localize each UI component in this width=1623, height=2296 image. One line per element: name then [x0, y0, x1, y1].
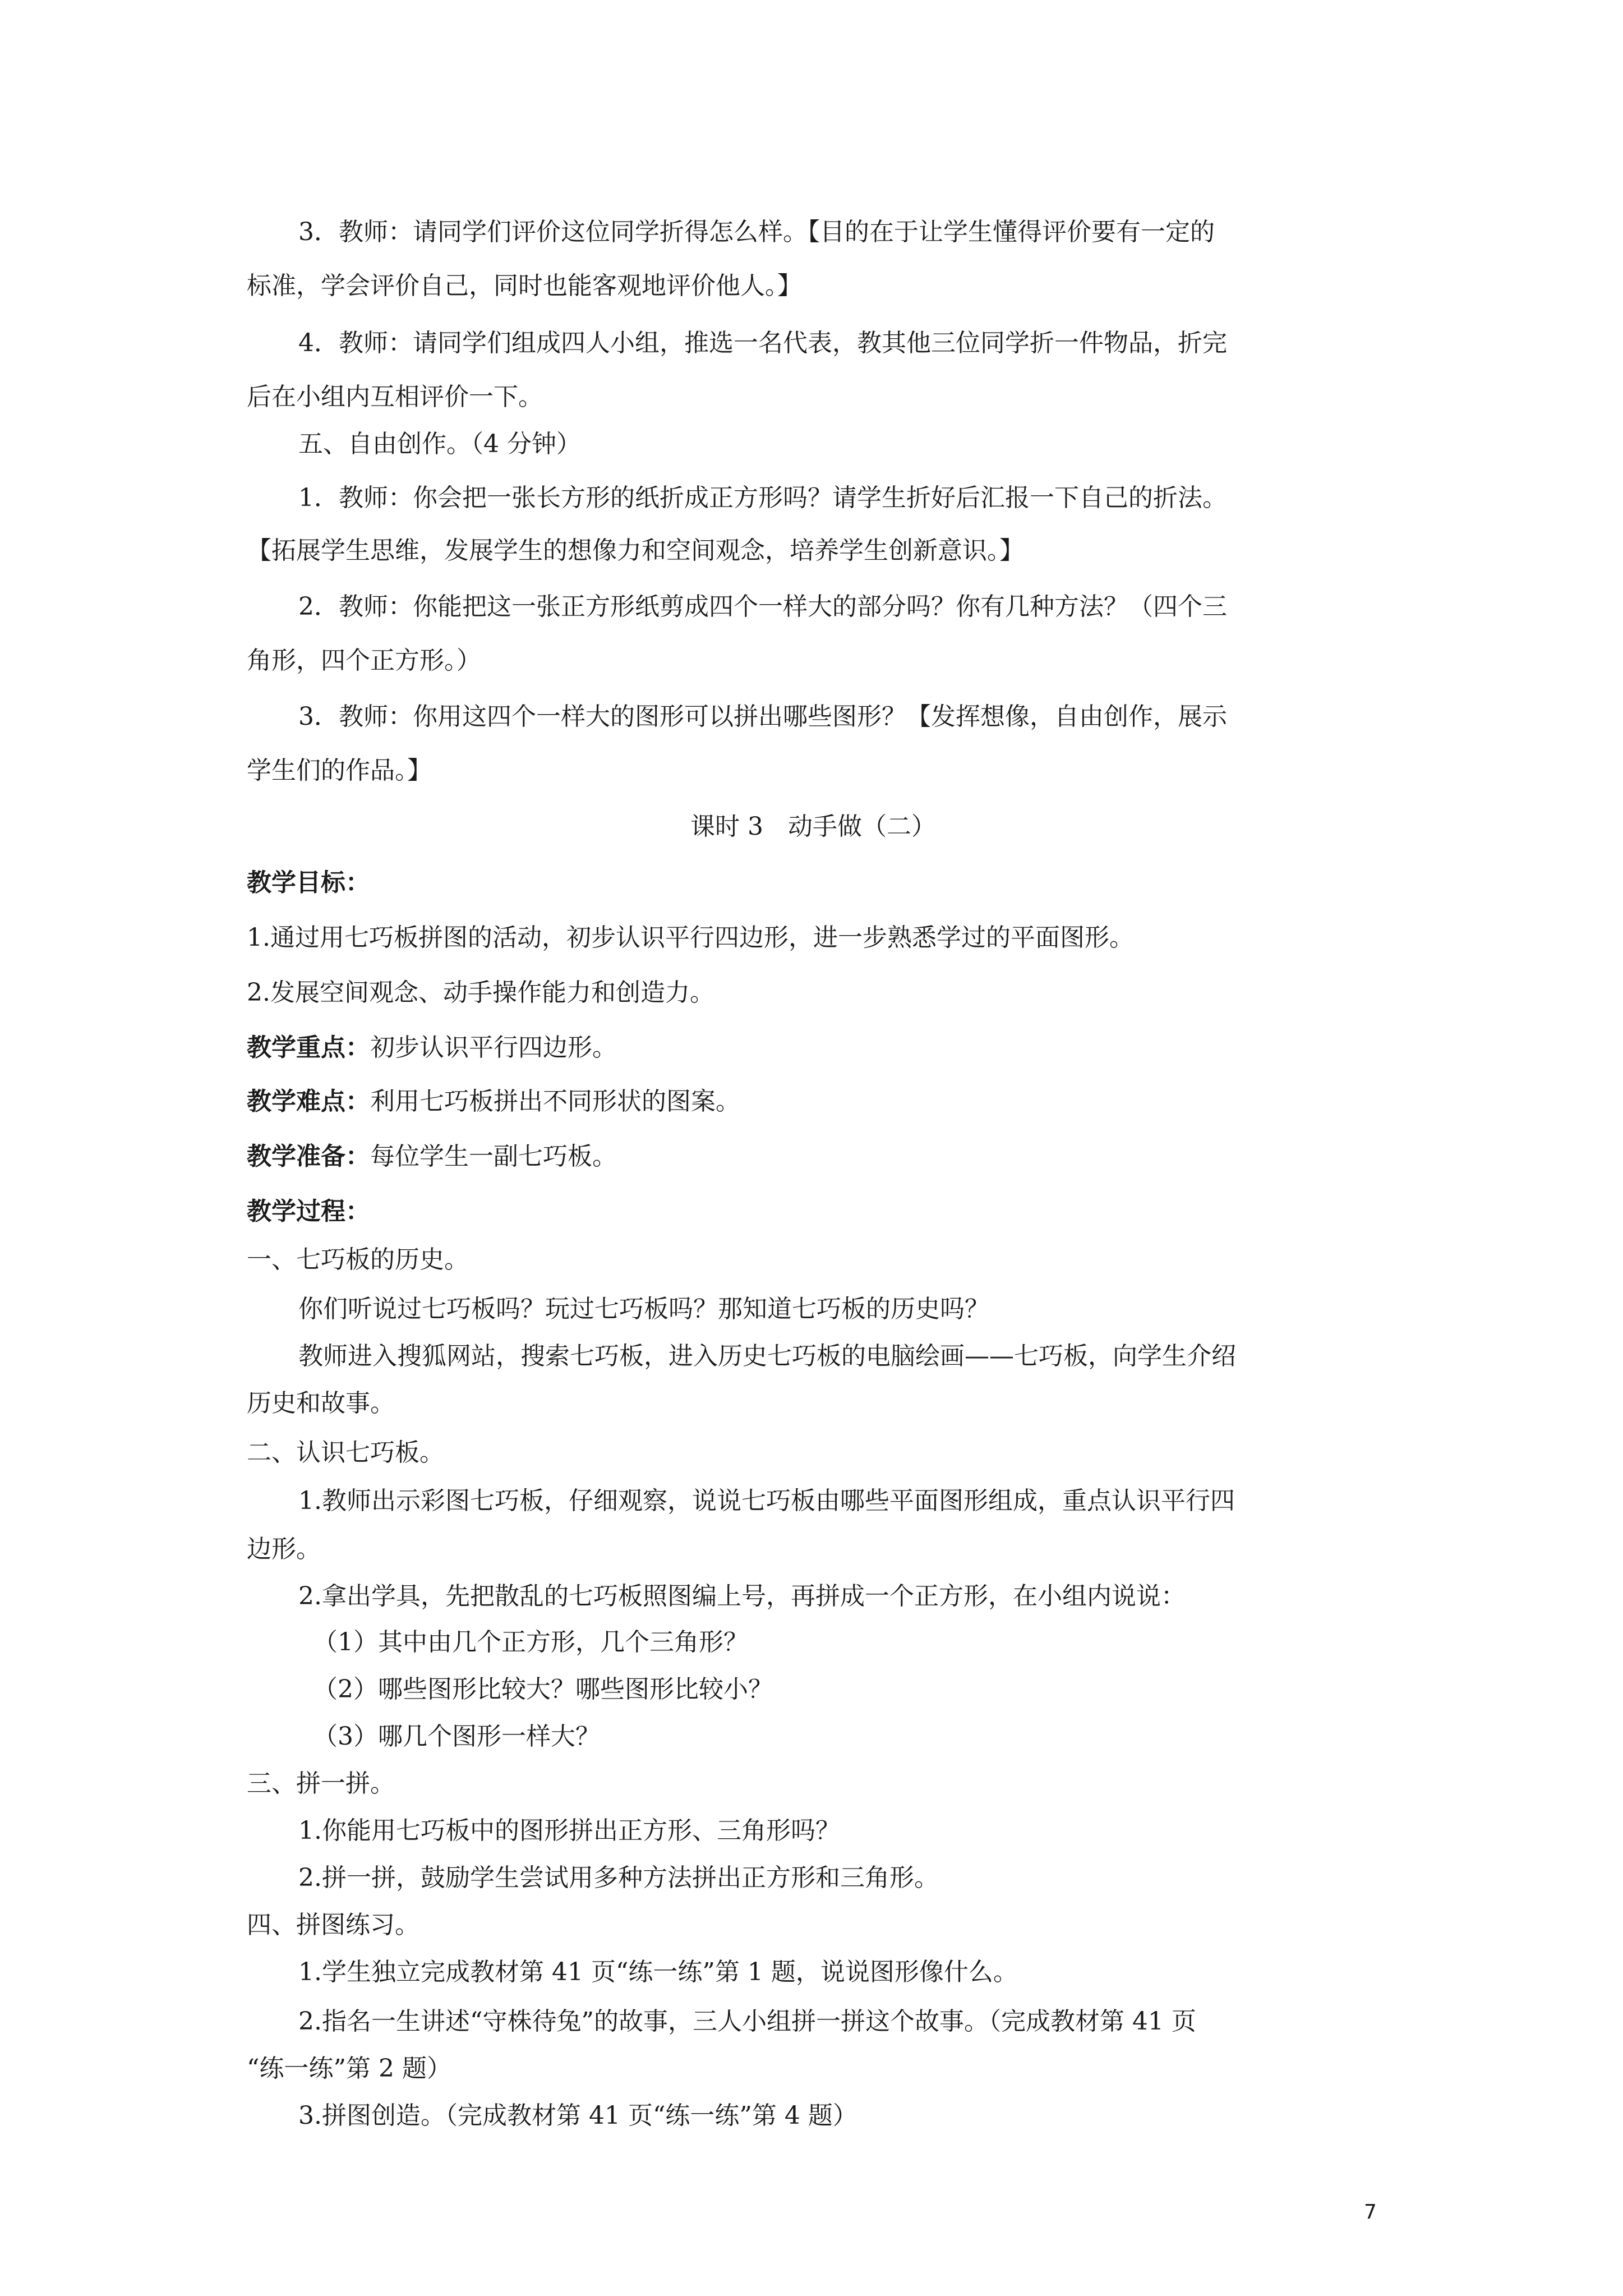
paragraph-line: 标准，学会评价自己，同时也能客观地评价他人。】	[247, 272, 802, 300]
paragraph-line: 【拓展学生思维，发展学生的想像力和空间观念，培养学生创新意识。】	[247, 536, 1024, 565]
difficulty-text: 利用七巧板拼出不同形状的图案。	[370, 1087, 740, 1116]
preparation-label: 教学准备：	[247, 1142, 370, 1171]
preparation-line	[247, 1141, 617, 1172]
paragraph-line: 教师进入搜狐网站，搜索七巧板，进入历史七巧板的电脑绘画——七巧板，向学生介绍	[298, 1342, 1236, 1370]
lesson-title: 课时 3 动手做（二）	[690, 812, 936, 841]
section-heading: 二、认识七巧板。	[247, 1438, 444, 1467]
paragraph-line: 历史和故事。	[247, 1389, 395, 1418]
paragraph-line: 角形，四个正方形。）	[247, 646, 481, 675]
teaching-process-heading: 教学过程：	[247, 1197, 370, 1226]
key-point-line	[247, 1032, 617, 1064]
section-heading: 三、拼一拼。	[247, 1769, 395, 1798]
goal-item: 2.发展空间观念、动手操作能力和创造力。	[247, 978, 714, 1007]
list-item: （3）哪几个图形一样大？	[313, 1722, 600, 1751]
difficulty-label: 教学难点：	[247, 1087, 370, 1116]
paragraph-line: 后在小组内互相评价一下。	[247, 383, 543, 411]
paragraph-line: “练一练”第 2 题）	[247, 2054, 451, 2083]
paragraph-line: 1．教师：你会把一张长方形的纸折成正方形吗？请学生折好后汇报一下自己的折法。	[298, 484, 1227, 512]
section-heading: 四、拼图练习。	[247, 1911, 419, 1939]
section-heading: 五、自由创作。（4 分钟）	[298, 430, 581, 458]
key-point-label: 教学重点：	[247, 1033, 370, 1062]
paragraph-line: 1.学生独立完成教材第 41 页“练一练”第 1 题，说说图形像什么。	[298, 1958, 1018, 1986]
paragraph-line: 2.指名一生讲述“守株待兔”的故事，三人小组拼一拼这个故事。（完成教材第 41 页	[298, 2007, 1196, 2036]
paragraph-line: 学生们的作品。】	[247, 756, 432, 785]
page-number: 7	[1364, 2201, 1377, 2224]
paragraph-line: 3．教师：请同学们评价这位同学折得怎么样。【目的在于让学生懂得评价要有一定的	[298, 218, 1215, 246]
goal-item: 1.通过用七巧板拼图的活动，初步认识平行四边形，进一步熟悉学过的平面图形。	[247, 923, 1134, 952]
paragraph-line: 1.你能用七巧板中的图形拼出正方形、三角形吗？	[298, 1816, 840, 1845]
paragraph-line: 2.拼一拼，鼓励学生尝试用多种方法拼出正方形和三角形。	[298, 1864, 939, 1892]
paragraph-line: 你们听说过七巧板吗？玩过七巧板吗？那知道七巧板的历史吗？	[298, 1295, 989, 1323]
paragraph-line: 2．教师：你能把这一张正方形纸剪成四个一样大的部分吗？你有几种方法？（四个三	[298, 592, 1227, 621]
paragraph-line: 2.拿出学具，先把散乱的七巧板照图编上号，再拼成一个正方形，在小组内说说：	[298, 1582, 1186, 1611]
key-point-text: 初步认识平行四边形。	[370, 1033, 617, 1062]
list-item: （2）哪些图形比较大？哪些图形比较小？	[313, 1675, 773, 1704]
section-heading: 一、七巧板的历史。	[247, 1245, 469, 1274]
paragraph-line: 1.教师出示彩图七巧板，仔细观察，说说七巧板由哪些平面图形组成，重点认识平行四	[298, 1487, 1235, 1515]
paragraph-line: 边形。	[247, 1535, 321, 1563]
list-item: （1）其中由几个正方形，几个三角形？	[313, 1628, 748, 1657]
paragraph-line: 3.拼图创造。（完成教材第 41 页“练一练”第 4 题）	[298, 2101, 857, 2130]
preparation-text: 每位学生一副七巧板。	[370, 1142, 617, 1171]
difficulty-line	[247, 1086, 740, 1117]
paragraph-line: 3．教师：你用这四个一样大的图形可以拼出哪些图形？【发挥想像，自由创作，展示	[298, 702, 1227, 731]
paragraph-line: 4．教师：请同学们组成四人小组，推选一名代表，教其他三位同学折一件物品，折完	[298, 329, 1227, 357]
teaching-goals-heading: 教学目标：	[247, 868, 370, 897]
